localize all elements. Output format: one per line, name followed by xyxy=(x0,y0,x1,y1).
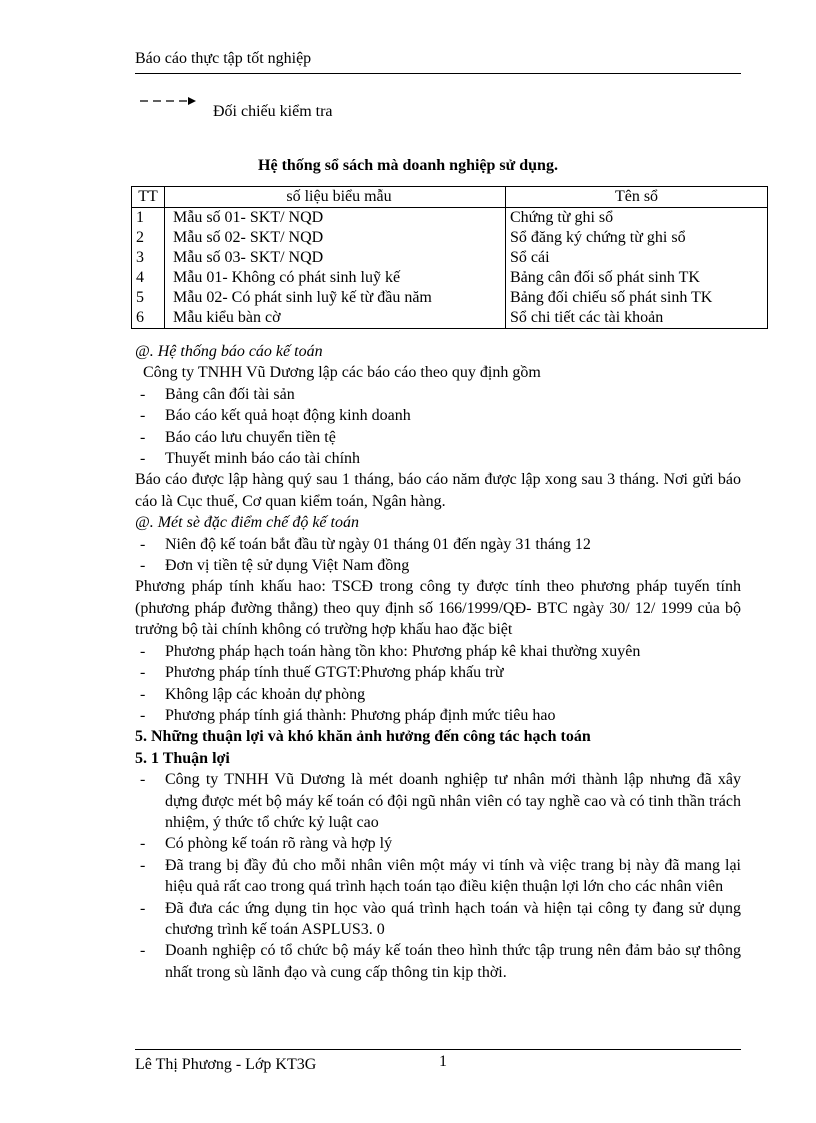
list-item: - Báo cáo kết quả hoạt động kinh doanh xyxy=(140,407,411,425)
page-header xyxy=(135,50,741,74)
table-row xyxy=(132,228,768,248)
page-number: 1 xyxy=(439,1053,447,1070)
section-heading-5-1: 5. 1 Thuận lợi xyxy=(135,749,230,767)
table-title: Hệ thống sổ sách mà doanh nghiệp sử dụng. xyxy=(258,157,558,174)
list-item: - Phương pháp hạch toán hàng tồn kho: Phương pháp kê khai thường xuyên xyxy=(140,642,641,660)
cell-book-name: Sổ đăng ký chứng từ ghi sổ xyxy=(506,228,768,248)
cell-form: Mẫu kiểu bàn cờ xyxy=(165,308,506,329)
cell-tt: 6 xyxy=(132,308,165,329)
cell-form: Mẫu 01- Không có phát sinh luỹ kế xyxy=(165,268,506,288)
list-item: - Đơn vị tiền tệ sử dụng Việt Nam đồng xyxy=(140,557,410,575)
col-header-tt: TT xyxy=(132,187,165,208)
table-row xyxy=(132,308,768,329)
list-item: - Đã trang bị đầy đủ cho mỗi nhân viên một máy vi tính và việc trang bị này đã mang lại hiệu quả rất cao trong quá trình hạch toán tạo điều kiện thuận lợi lớn cho các nhân viên xyxy=(140,856,741,896)
cell-tt: 4 xyxy=(132,268,165,288)
list-item: - Niên độ kế toán bắt đầu từ ngày 01 tháng 01 đến ngày 31 tháng 12 xyxy=(140,535,591,553)
cell-form: Mẫu số 01- SKT/ NQD xyxy=(165,208,506,229)
dashed-arrow-icon xyxy=(140,93,200,109)
table-row xyxy=(132,208,768,229)
col-header-form: số liệu biểu mẫu xyxy=(165,187,506,208)
depreciation-paragraph: Phương pháp tính khấu hao: TSCĐ trong công ty được tính theo phương pháp tuyến tính (phương pháp đường thẳng) theo quy định số 166/1999/QĐ- BTC ngày 30/ 12/ 1999 của bộ trưởng bộ tài chính không có trường hợp khấu hao đặc biệt xyxy=(135,578,741,639)
cell-form: Mẫu số 02- SKT/ NQD xyxy=(165,228,506,248)
cell-tt: 3 xyxy=(132,248,165,268)
reports-paragraph: Báo cáo được lập hàng quý sau 1 tháng, báo cáo năm được lập xong sau 3 tháng. Nơi gửi báo cáo là Cục thuế, Cơ quan kiểm toán, Ngân hàng. xyxy=(135,471,741,510)
cell-tt: 1 xyxy=(132,208,165,229)
legend-label: Đối chiếu kiểm tra xyxy=(213,103,333,120)
cell-book-name: Chứng từ ghi sổ xyxy=(506,208,768,229)
cell-book-name: Bảng cân đối số phát sinh TK xyxy=(506,268,768,288)
list-item: - Đã đưa các ứng dụng tin học vào quá trình hạch toán và hiện tại công ty đang sử dụng chương trình kế toán ASPLUS3. 0 xyxy=(140,899,741,938)
section-heading-accounting-regime: @. Mét sè đặc điểm chế độ kế toán xyxy=(135,514,359,532)
table-row xyxy=(132,288,768,308)
report-title: Báo cáo thực tập tốt nghiệp xyxy=(135,50,312,67)
section-heading-reports: @. Hệ thống báo cáo kế toán xyxy=(135,343,323,360)
list-item: - Không lập các khoản dự phòng xyxy=(140,685,366,703)
table-row xyxy=(132,268,768,288)
reports-intro: Công ty TNHH Vũ Dương lập các báo cáo theo quy định gồm xyxy=(143,364,541,382)
table-row xyxy=(132,248,768,268)
cell-form: Mẫu 02- Có phát sinh luỹ kế từ đầu năm xyxy=(165,288,506,308)
section-heading-5: 5. Những thuận lợi và khó khăn ảnh hưởng đến công tác hạch toán xyxy=(135,728,591,746)
cell-book-name: Sổ cái xyxy=(506,248,768,268)
cell-book-name: Bảng đối chiếu số phát sinh TK xyxy=(506,288,768,308)
list-item: - Thuyết minh báo cáo tài chính xyxy=(140,450,361,468)
cell-book-name: Sổ chi tiết các tài khoản xyxy=(506,308,768,329)
list-item: - Bảng cân đối tài sản xyxy=(140,385,295,403)
cell-tt: 5 xyxy=(132,288,165,308)
table-header-row xyxy=(132,187,768,208)
document-body xyxy=(135,341,741,983)
list-item: - Công ty TNHH Vũ Dương là mét doanh nghiệp tư nhân mới thành lập nhưng đã xây dựng được mét bộ máy kế toán có đội ngũ nhân viên có tay nghề cao và có tinh thần trách nhiệm, ý thức tổ chức kỷ luật cao xyxy=(140,771,741,831)
col-header-book-name: Tên sổ xyxy=(506,187,768,208)
list-item: - Có phòng kế toán rõ ràng và hợp lý xyxy=(140,835,393,853)
list-item: - Phương pháp tính giá thành: Phương pháp định mức tiêu hao xyxy=(140,706,556,724)
list-item: - Phương pháp tính thuế GTGT:Phương pháp khấu trừ xyxy=(140,664,504,682)
list-item: - Báo cáo lưu chuyển tiền tệ xyxy=(140,428,336,446)
cell-form: Mẫu số 03- SKT/ NQD xyxy=(165,248,506,268)
list-item: - Doanh nghiệp có tổ chức bộ máy kế toán theo hình thức tập trung nên đảm bảo sự thông nhất trong sù lãnh đạo và cung cấp thông tin kịp thời. xyxy=(140,942,741,981)
books-table xyxy=(131,186,768,329)
footer-author: Lê Thị Phương - Lớp KT3G xyxy=(135,1056,317,1073)
cell-tt: 2 xyxy=(132,228,165,248)
page-footer xyxy=(135,1049,741,1078)
